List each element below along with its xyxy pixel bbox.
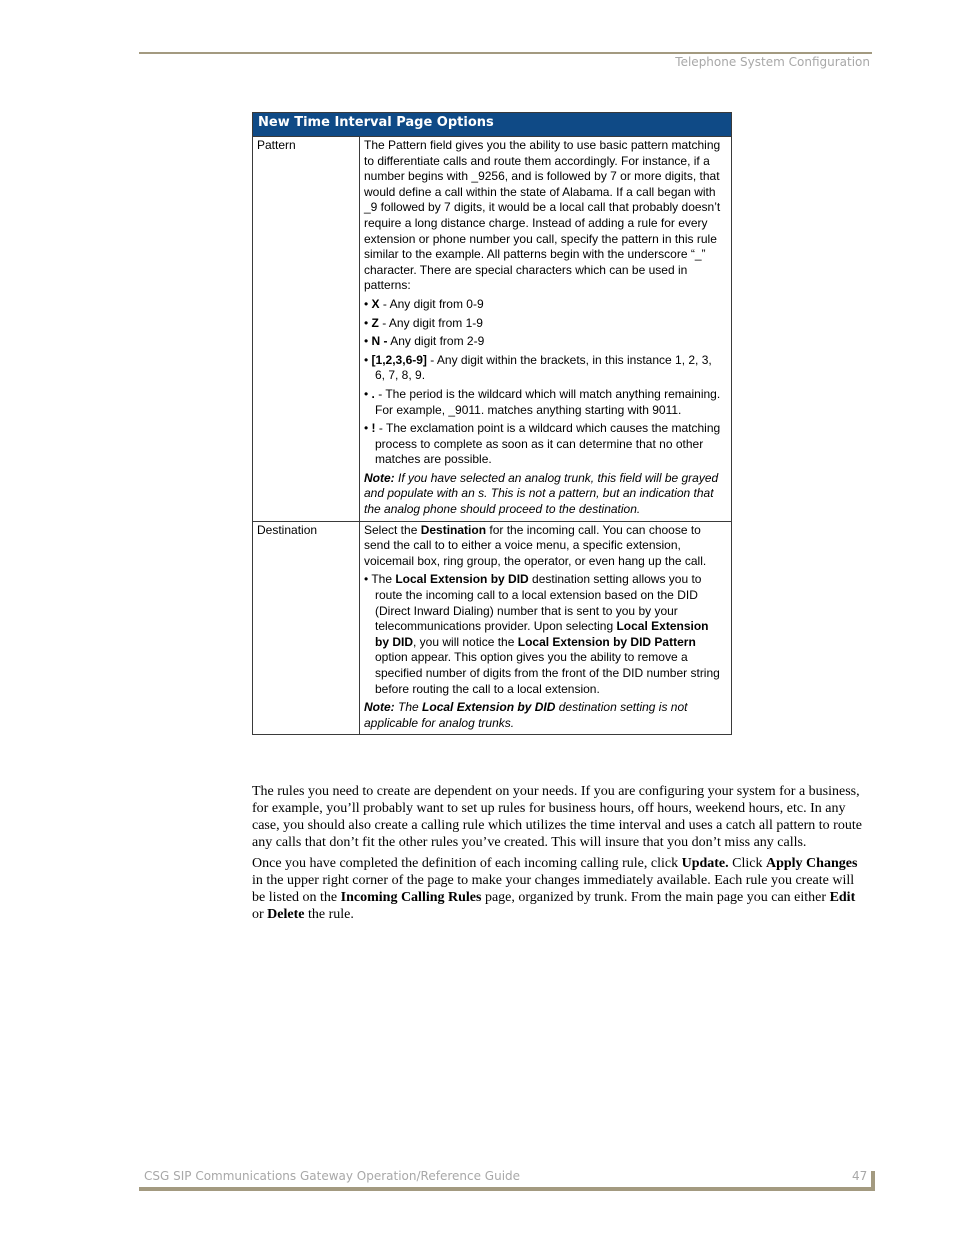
- pattern-intro: The Pattern field gives you the ability to use basic pattern matching to differentiate calls and route them accordingly. For instance, if a number begins with _9256, and is followed by 7 or more digits, that would define a call within the state of Alabama. If a call began with _9 followed by 7 digits, it would be a local call that probably doesn’t require a long distance charge. Instead of adding a rule for every extension or phone number you call, specify the pattern in this rule similar to the example. All patterns begin with the underscore “_” character. There are special characters which can be used in patterns:: [364, 138, 721, 293]
- list-item: • [1,2,3,6-9] - Any digit within the brackets, in this instance 1, 2, 3, 6, 7, 8, 9.: [364, 352, 712, 383]
- list-item: • . - The period is the wildcard which will match anything remaining. For example, _9011. matches anything starting with 9011.: [364, 386, 721, 417]
- pattern-label: Pattern: [253, 137, 360, 522]
- section-title: Telephone System Configuration: [675, 55, 870, 69]
- destination-intro: Select the Destination for the incoming call. You can choose to send the call to to either a voice menu, a specific extension, voicemail box, ring group, the operator, or even hang up the call.: [364, 522, 707, 568]
- body-text: [252, 783, 868, 927]
- destination-note: Note: The Local Extension by DID destination setting is not applicable for analog trunks.: [364, 700, 688, 730]
- header-rule: [139, 52, 872, 54]
- options-table: [252, 112, 732, 735]
- pattern-description: [360, 137, 732, 522]
- list-item: • N - Any digit from 2-9: [364, 334, 485, 349]
- footer-guide-title: CSG SIP Communications Gateway Operation/Reference Guide: [144, 1169, 521, 1183]
- table-row: [253, 137, 732, 522]
- list-item: • Z - Any digit from 1-9: [364, 315, 483, 330]
- page-number: 47: [852, 1169, 868, 1183]
- table-title: New Time Interval Page Options: [253, 113, 732, 137]
- footer-rule: [139, 1187, 875, 1191]
- paragraph-rules: The rules you need to create are dependent on your needs. If you are configuring your system for a business, for example, you’ll probably want to set up rules for business hours, off hours, weekend hours, etc. In any case, you should also create a calling rule which utilizes the time interval and uses a catch all pattern to route any calls that don’t fit the other rules you’ve created. This will insure that you don’t miss any calls.: [252, 784, 862, 850]
- pattern-note: Note: If you have selected an analog trunk, this field will be grayed and populate with an s. This is not a pattern, but an indication that the analog phone should proceed to the destination.: [364, 470, 719, 517]
- list-item: • The Local Extension by DID destination setting allows you to route the incoming call to a local extension based on the DID (Direct Inward Dialing) number that is sent to you by your telecommunications provider. Upon selecting Local Extension by DID, you will notice the Local Extension by DID Pattern option appear. This option gives you the ability to remove a specified number of digits from the front of the DID number string before routing the call to a local extension.: [364, 572, 720, 696]
- list-item: • ! - The exclamation point is a wildcard which causes the matching process to complete as soon as it can determine that no other matches are possible.: [364, 421, 721, 467]
- paragraph-update: Once you have completed the definition of each incoming calling rule, click Update. Click Apply Changes in the upper right corner of the page to make your changes immediately available. Each rule you create will be listed on the Incoming Calling Rules page, organized by trunk. From the main page you can either Edit or Delete the rule.: [252, 856, 858, 922]
- destination-label: Destination: [253, 521, 360, 735]
- list-item: • X - Any digit from 0-9: [364, 296, 484, 311]
- destination-description: [360, 521, 732, 735]
- table-row: [253, 521, 732, 735]
